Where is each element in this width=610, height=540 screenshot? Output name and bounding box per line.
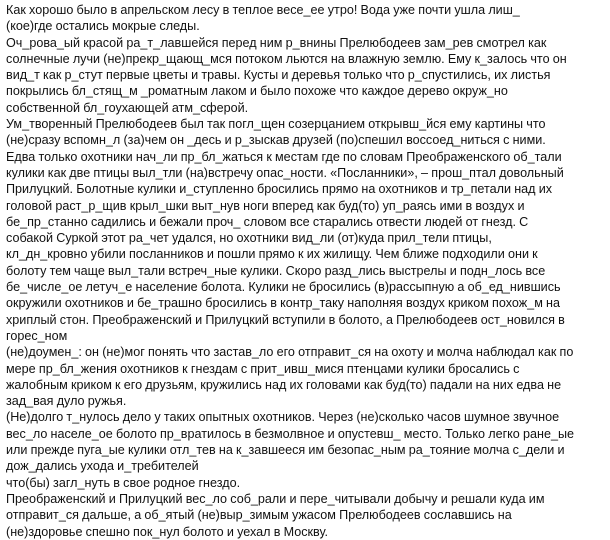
text-line: собакой Суркой этот ра_чет удался, но охотники вид_ли (от)куда прил_тели птицы, bbox=[6, 231, 492, 246]
text-line: (кое)где остались мокрые следы. bbox=[6, 19, 200, 34]
text-line: (не)здоровье спешно пок_нул болото и уехал в Москву. bbox=[6, 524, 328, 539]
text-line: кулики как две птицы выл_тли (на)встречу опас_ности. «Посланники», – прош_птал довольный bbox=[6, 165, 564, 180]
text-line: болоту тем чаще выл_тали встреч_ные кулики. Скоро разд_лись выстрелы и подн_лось все bbox=[6, 263, 546, 278]
text-line: (Не)долго т_нулось дело у таких опытных охотников. Через (не)сколько часов шумное звучное bbox=[6, 410, 560, 425]
text-line: (не)сразу вспомн_л (за)чем он _десь и р_зыскав друзей (по)спешил воссоед_ниться с ними. bbox=[6, 133, 546, 148]
text-line: бе_пр_станно садились и бежали проч_ словом все старались отвести людей от гнезд. С bbox=[6, 214, 529, 229]
text-line: жалобным криком к его друзьям, кружились над их головами как буд(то) падали на них едва не bbox=[6, 377, 562, 392]
text-line: (не)доумен_: он (не)мог понять что застав_ло его отправит_ся на охоту и молча наблюдал как по bbox=[6, 345, 574, 360]
text-line: дож_дались ухода и_требителей bbox=[6, 459, 199, 474]
text-line: Ум_творенный Прелюбодеев был так погл_щен созерцанием открывш_йся ему картины что bbox=[6, 117, 546, 132]
text-line: горес_ном bbox=[6, 328, 68, 343]
text-line: зад_вая дуло ружья. bbox=[6, 394, 127, 409]
paragraph-4 bbox=[6, 149, 604, 345]
text-line: вид_т как р_стут первые цветы и травы. Кусты и деревья только что р_спустились, их листья bbox=[6, 68, 551, 83]
text-line: что(бы) загл_нуть в свое родное гнездо. bbox=[6, 475, 241, 490]
text-line: Прилуцкий. Болотные кулики и_ступленно бросились прямо на охотников и тр_петали над их bbox=[6, 182, 553, 197]
text-line: окружили охотников и бе_трашно бросились в контр_таку наполняя воздух криком похож_м на bbox=[6, 296, 561, 311]
text-line: отправит_ся дальше, а об_ятый (не)выр_зимым ужасом Прелюбодеев сославшись на bbox=[6, 508, 512, 523]
paragraph-3 bbox=[6, 116, 604, 149]
text-line: вес_ло населе_ое болото пр_вратилось в безмолвное и опустевш_ место. Только легко ране_ые bbox=[6, 426, 575, 441]
text-line: солнечные лучи (не)прекр_щающ_мся потоком льются на влажную землю. Ему к_залось что он bbox=[6, 51, 567, 66]
paragraph-2 bbox=[6, 35, 604, 116]
text-line: кл_дн_кровно убили посланников и пошли прямо к их жилищу. Чем ближе подходили они к bbox=[6, 247, 538, 262]
paragraph-7 bbox=[6, 491, 604, 540]
text-line: хриплый стон. Преображенский и Прилуцкий вступили в болото, а Прелюбодеев ост_новился в bbox=[6, 312, 565, 327]
paragraph-5 bbox=[6, 344, 604, 409]
text-line: Оч_рова_ый красой ра_т_лавшейся перед ним р_внины Прелюбодеев зам_рев смотрел как bbox=[6, 35, 547, 50]
text-line: Преображенский и Прилуцкий вес_ло соб_рали и пере_читывали добычу и решали куда им bbox=[6, 491, 545, 506]
text-line: собственной бл_гоухающей атм_сферой. bbox=[6, 100, 249, 115]
paragraph-6 bbox=[6, 409, 604, 490]
text-line: бе_числе_ое летуч_е население болота. Кулики не бросились (в)рассыпную а об_ед_нившись bbox=[6, 280, 561, 295]
text-line: головой раст_р_щив крыл_шки выт_нув ноги вперед как буд(то) уп_раясь ими в воздух и bbox=[6, 198, 525, 213]
text-line: мере пр_бл_жения охотников к гнездам с прит_ивш_мися птенцами кулики бросались с bbox=[6, 361, 520, 376]
text-line: Едва только охотники нач_ли пр_бл_жаться к местам где по словам Преображенского об_тали bbox=[6, 149, 562, 164]
paragraph-1 bbox=[6, 2, 604, 35]
text-line: покрылись бл_стящ_м _роматным лаком и было похоже что каждое дерево окруж_но bbox=[6, 84, 508, 99]
text-line: Как хорошо было в апрельском лесу в теплое весе_ее утро! Вода уже почти ушла лиш_ bbox=[6, 3, 520, 17]
text-line: или прежде пуга_ые кулики отл_тев на к_завшееся им безопас_ным ра_тояние молча с_дели и bbox=[6, 443, 565, 458]
